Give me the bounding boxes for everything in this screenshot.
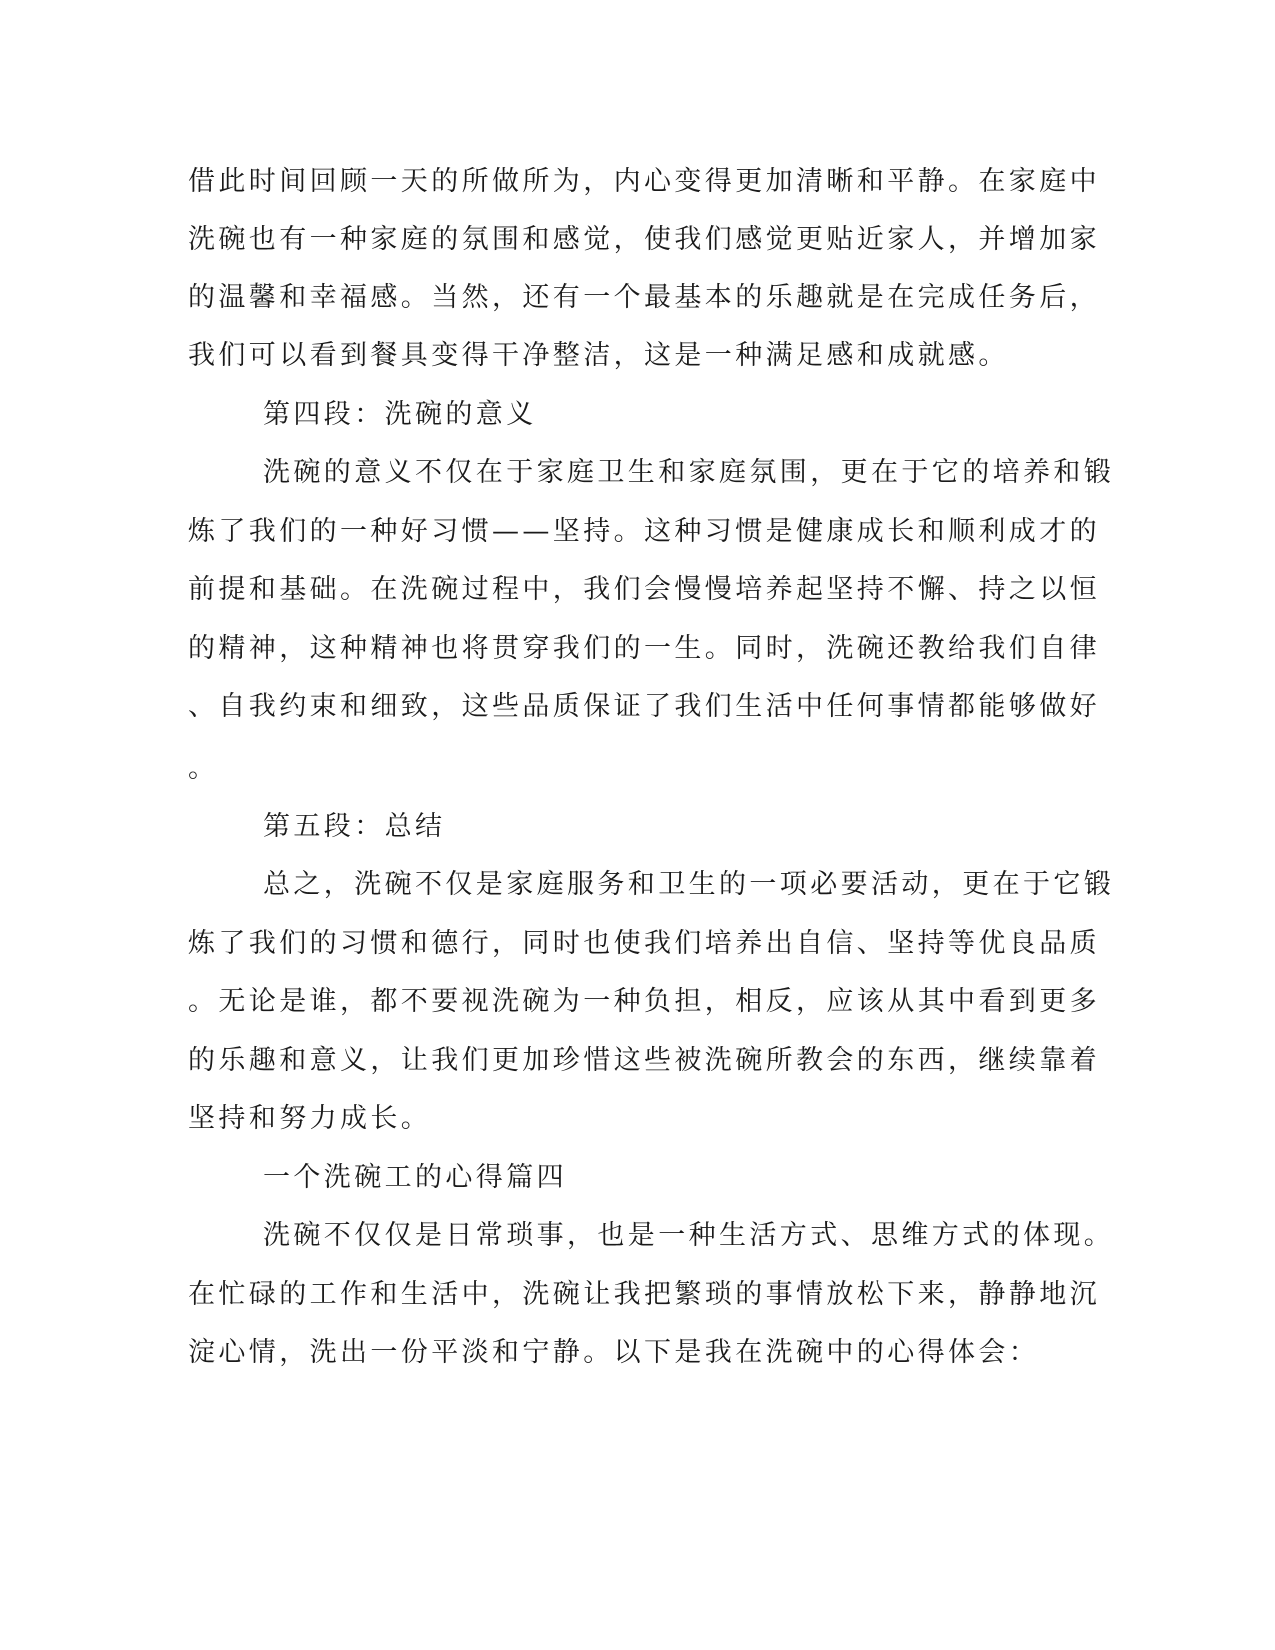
paragraph-line: 坚持和努力成长。 [188,1103,432,1134]
paragraph-line: 借此时间回顾一天的所做所为，内心变得更加清晰和平静。在家庭中 [188,166,1100,197]
paragraph-line: 淀心情，洗出一份平淡和宁静。以下是我在洗碗中的心得体会： [188,1337,1040,1368]
paragraph-line: 。无论是谁，都不要视洗碗为一种负担，相反，应该从其中看到更多 [188,986,1100,1017]
paragraph-line: 炼了我们的习惯和德行，同时也使我们培养出自信、坚持等优良品质 [188,928,1100,959]
paragraph-line: 的精神，这种精神也将贯穿我们的一生。同时，洗碗还教给我们自律 [188,633,1100,664]
paragraph-line: 的温馨和幸福感。当然，还有一个最基本的乐趣就是在完成任务后， [188,282,1100,313]
paragraph-line: 洗碗的意义不仅在于家庭卫生和家庭氛围，更在于它的培养和锻 [263,457,1115,488]
section-heading: 第五段：总结 [263,811,446,842]
paragraph-line: 炼了我们的一种好习惯——坚持。这种习惯是健康成长和顺利成才的 [188,516,1100,547]
paragraph-line: 的乐趣和意义，让我们更加珍惜这些被洗碗所教会的东西，继续靠着 [188,1045,1100,1076]
paragraph-line: 我们可以看到餐具变得干净整洁，这是一种满足感和成就感。 [188,340,1009,371]
paragraph-line: 在忙碌的工作和生活中，洗碗让我把繁琐的事情放松下来，静静地沉 [188,1279,1100,1310]
section-heading: 第四段：洗碗的意义 [263,399,537,430]
paragraph-line: 前提和基础。在洗碗过程中，我们会慢慢培养起坚持不懈、持之以恒 [188,574,1100,605]
paragraph-line: 洗碗不仅仅是日常琐事，也是一种生活方式、思维方式的体现。 [263,1220,1115,1251]
paragraph-line: 。 [188,753,219,784]
section-heading: 一个洗碗工的心得篇四 [263,1162,567,1193]
paragraph-line: 、自我约束和细致，这些品质保证了我们生活中任何事情都能够做好 [188,691,1100,722]
paragraph-line: 洗碗也有一种家庭的氛围和感觉，使我们感觉更贴近家人，并增加家 [188,224,1100,255]
paragraph-line: 总之，洗碗不仅是家庭服务和卫生的一项必要活动，更在于它锻 [263,869,1115,900]
